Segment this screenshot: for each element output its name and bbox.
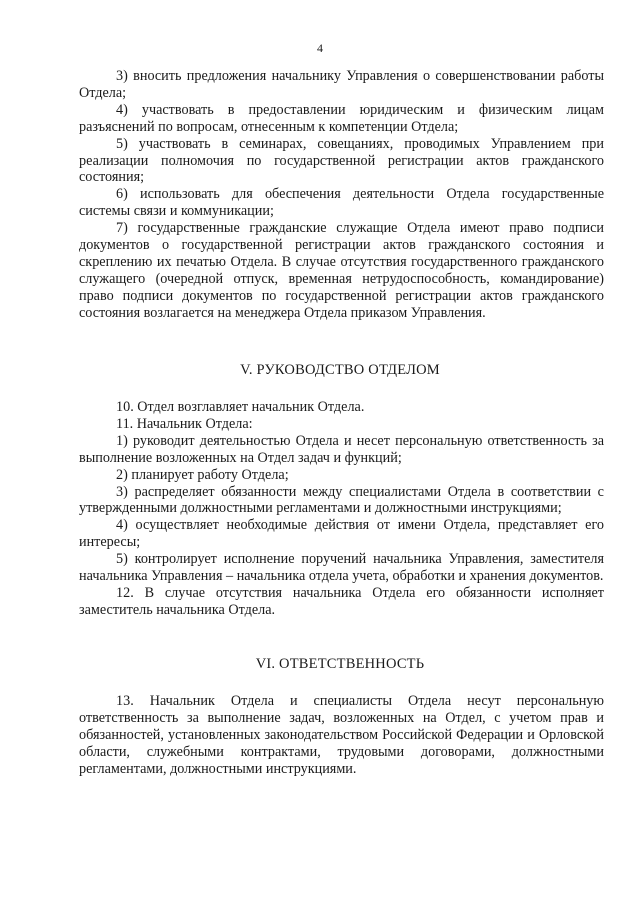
paragraph-12: 12. В случае отсутствия начальника Отдела его обязанности исполняет заместитель начальника Отдела. — [79, 584, 604, 618]
page-number: 4 — [317, 41, 323, 55]
paragraph-right-6: 6) использовать для обеспечения деятельности Отдела государственные системы связи и коммуникации; — [79, 186, 604, 220]
paragraph-11-item-3: 3) распределяет обязанности между специалистами Отдела в соответствии с утвержденными должностными регламентами и должностными инструкциями; — [79, 483, 604, 517]
responsibility-section — [79, 693, 604, 778]
paragraph-13: 13. Начальник Отдела и специалисты Отдела несут персональную ответственность за выполнение задач, возложенных на Отдел, с учетом прав и обязанностей, установленных законодательством Российской Федерации и Орловской области, служебными контрактами, трудовыми договорами, должностными регламентами, должностными инструкциями. — [79, 693, 604, 777]
paragraph-right-4: 4) участвовать в предоставлении юридическим и физическим лицам разъяснений по вопросам, отнесенным к компетенции Отдела; — [79, 101, 604, 135]
paragraph-right-5: 5) участвовать в семинарах, совещаниях, проводимых Управлением при реализации полномочия по государственной регистрации актов гражданского состояния; — [79, 135, 604, 186]
paragraph-11-item-2: 2) планирует работу Отдела; — [116, 466, 289, 483]
section-heading-vi: VI. ОТВЕТСТВЕННОСТЬ — [255, 656, 425, 672]
paragraph-right-3: 3) вносить предложения начальнику Управления о совершенствовании работы Отдела; — [79, 68, 604, 101]
rights-list-continued — [79, 68, 604, 322]
paragraph-11-item-1: 1) руководит деятельностью Отдела и несет персональную ответственность за выполнение возложенных на Отдел задач и функций; — [79, 432, 604, 466]
section-heading-v: V. РУКОВОДСТВО ОТДЕЛОМ — [240, 362, 440, 378]
paragraph-11-item-5: 5) контролирует исполнение поручений начальника Управления, заместителя начальника Управления – начальника отдела учета, обработки и хранения документов. — [79, 551, 604, 585]
paragraph-right-7: 7) государственные гражданские служащие Отдела имеют право подписи документов о государственной регистрации актов гражданского состояния и скреплению их печатью Отдела. В случае отсутствия государственного гражданского служащего (очередной отпуск, временная нетрудоспособность, командирование) право подписи документов по государственной регистрации актов гражданского состояния возлагается на менеджера Отдела приказом Управления. — [79, 220, 604, 321]
management-section — [79, 399, 604, 619]
paragraph-10: 10. Отдел возглавляет начальник Отдела. — [116, 399, 365, 415]
paragraph-11: 11. Начальник Отдела: — [116, 415, 253, 432]
paragraph-11-item-4: 4) осуществляет необходимые действия от имени Отдела, представляет его интересы; — [79, 517, 604, 551]
